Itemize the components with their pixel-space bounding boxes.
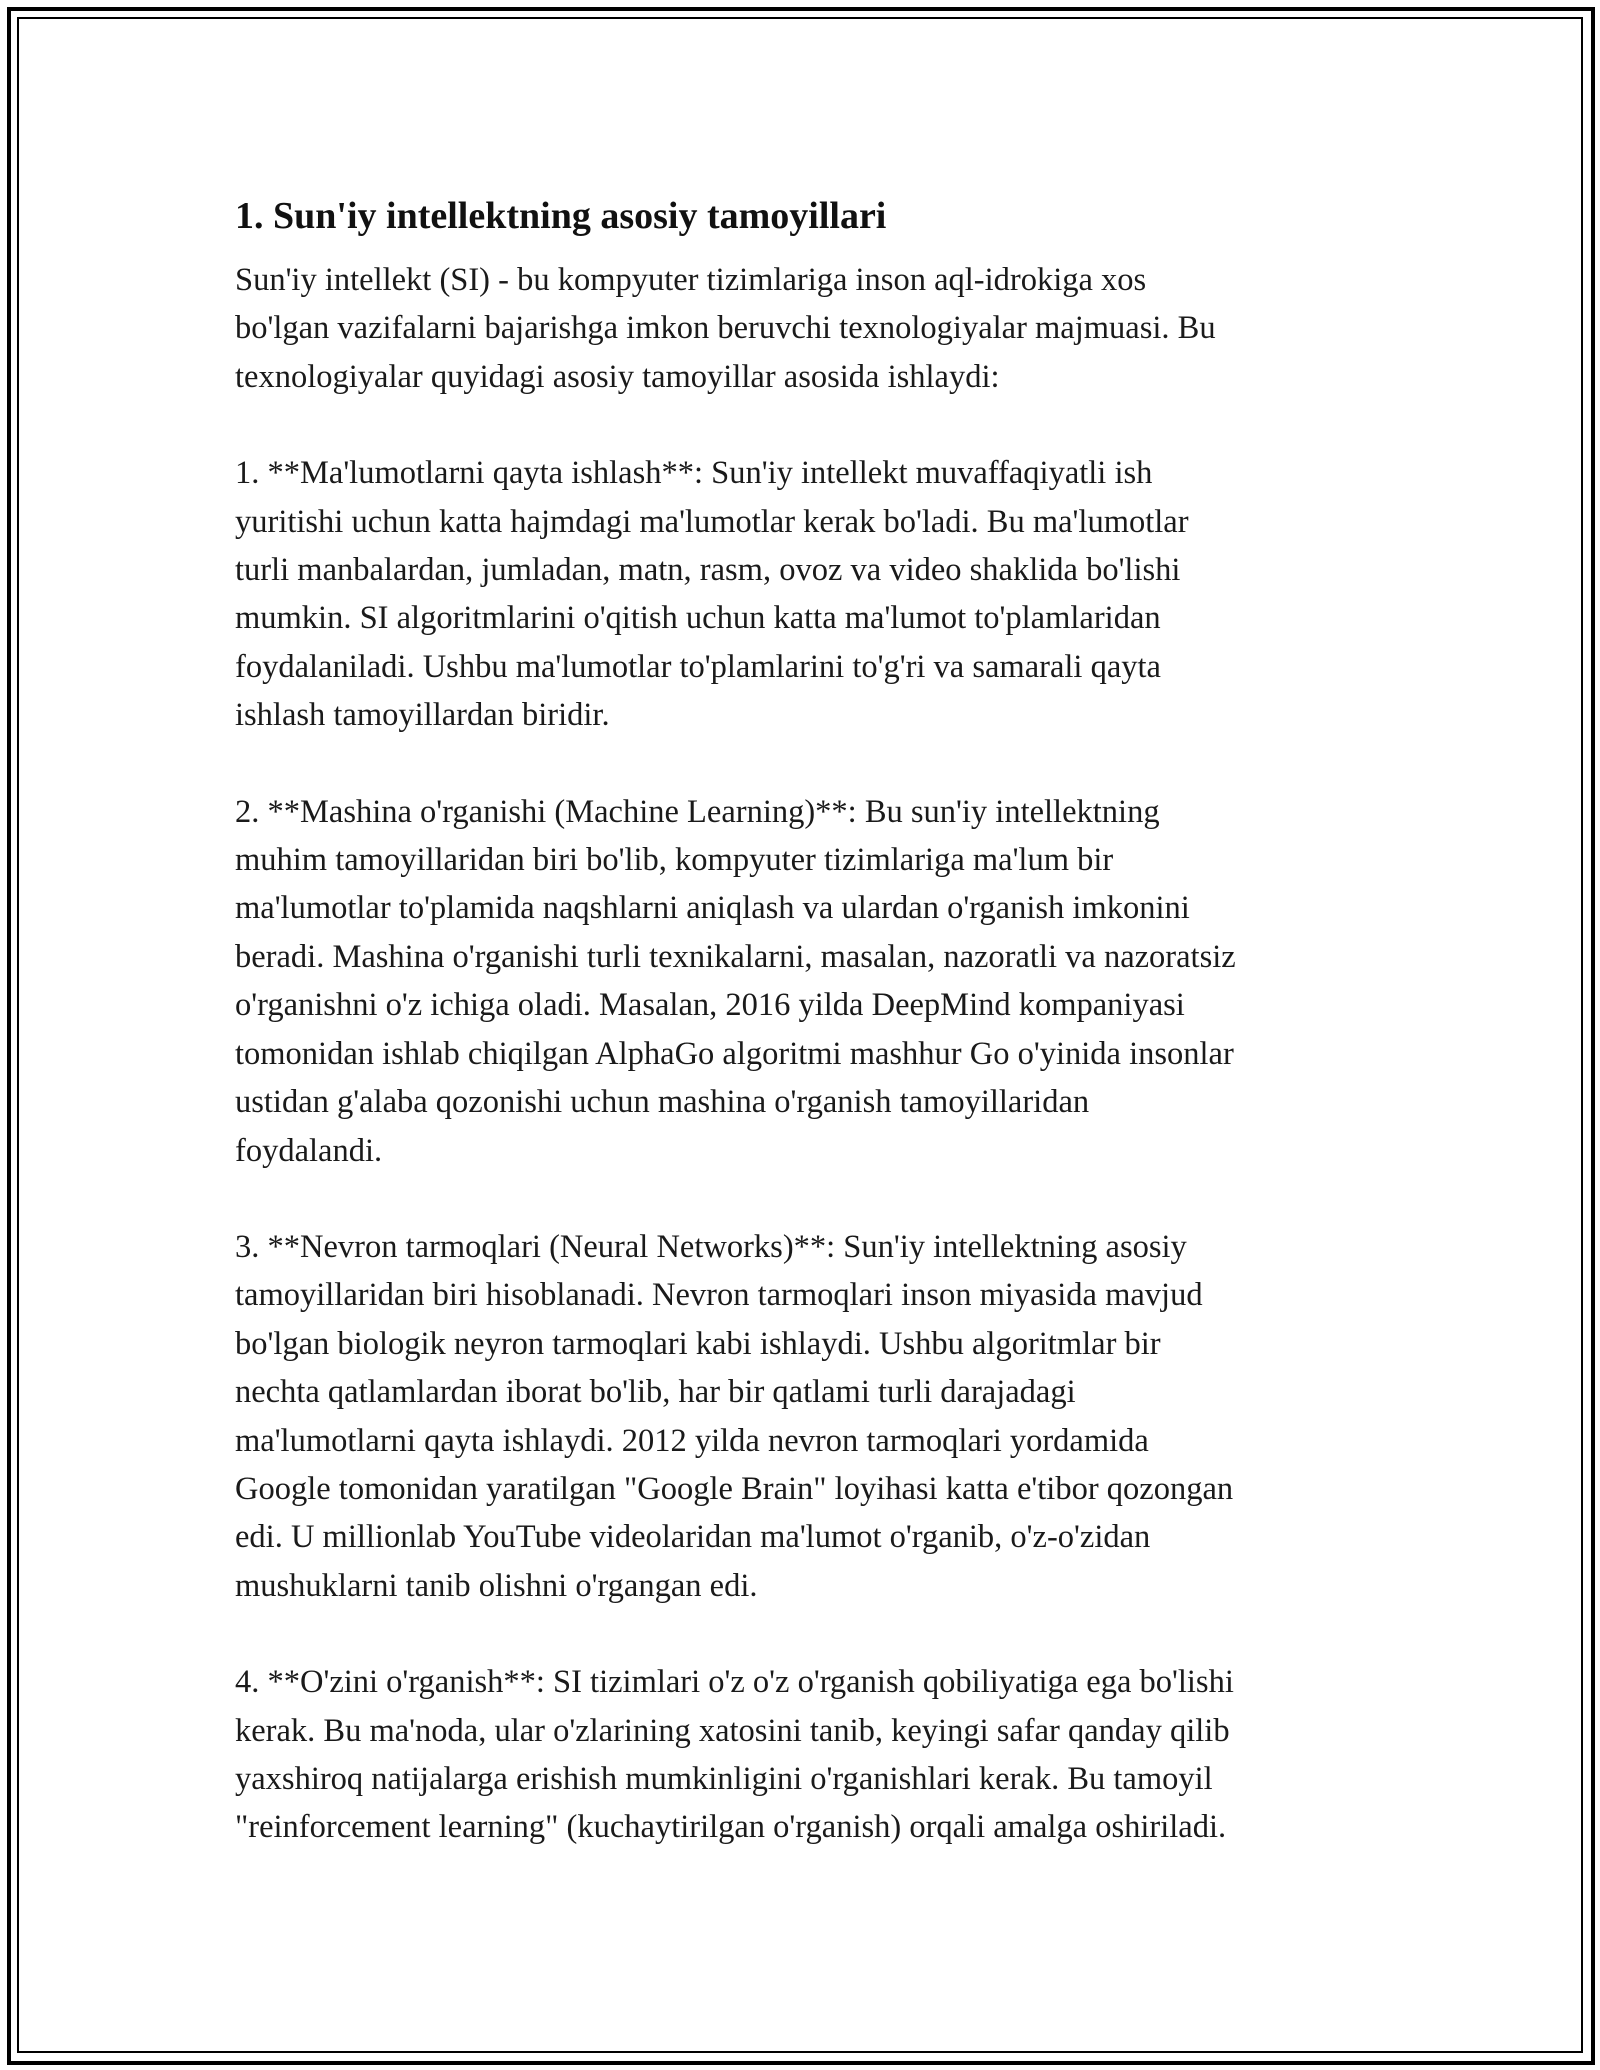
document-body <box>235 188 1375 1900</box>
principle-data-processing: 1. **Ma'lumotlarni qayta ishlash**: Sun'iy intellekt muvaffaqiyatli ish yuritishi uchun katta hajmdagi ma'lumotlar kerak bo'ladi. Bu ma'lumotlar turli manbalardan, jumladan, matn, rasm, ovoz va video shaklida bo'lishi mumkin. SI algoritmlarini o'qitish uchun katta ma'lumot to'plamlaridan foydalaniladi. Ushbu ma'lumotlar to'plamlarini to'g'ri va samarali qayta ishlash tamoyillardan biridir. <box>235 455 1189 734</box>
principle-self-learning: 4. **O'zini o'rganish**: SI tizimlari o'z o'z o'rganish qobiliyatiga ega bo'lishi kerak. Bu ma'noda, ular o'zlarining xatosini tanib, keyingi safar qanday qilib yaxshiroq natijalarga erishish mumkinligini o'rganishlari kerak. Bu tamoyil "reinforcement learning" (kuchaytirilgan o'rganish) orqali amalga oshiriladi. <box>235 1664 1234 1846</box>
section-heading: 1. Sun'iy intellektning asosiy tamoyillari <box>235 195 887 237</box>
principle-machine-learning: 2. **Mashina o'rganishi (Machine Learning)**: Bu sun'iy intellektning muhim tamoyillaridan biri bo'lib, kompyuter tizimlariga ma'lum bir ma'lumotlar to'plamida naqshlarni aniqlash va ulardan o'rganish imkonini beradi. Mashina o'rganishi turli texnikalarni, masalan, nazoratli va nazoratsiz o'rganishni o'z ichiga oladi. Masalan, 2016 yilda DeepMind kompaniyasi tomonidan ishlab chiqilgan AlphaGo algoritmi mashhur Go o'yinida insonlar ustidan g'alaba qozonishi uchun mashina o'rganish tamoyillaridan foydalandi. <box>235 793 1236 1169</box>
intro-paragraph: Sun'iy intellekt (SI) - bu kompyuter tizimlariga inson aql-idrokiga xos bo'lgan vazifalarni bajarishga imkon beruvchi texnologiyalar majmuasi. Bu texnologiyalar quyidagi asosiy tamoyillar asosida ishlaydi: <box>235 262 1216 395</box>
principle-neural-networks: 3. **Nevron tarmoqlari (Neural Networks)**: Sun'iy intellektning asosiy tamoyillaridan biri hisoblanadi. Nevron tarmoqlari inson miyasida mavjud bo'lgan biologik neyron tarmoqlari kabi ishlaydi. Ushbu algoritmlar bir nechta qatlamlardan iborat bo'lib, har bir qatlami turli darajadagi ma'lumotlarni qayta ishlaydi. 2012 yilda nevron tarmoqlari yordamida Google tomonidan yaratilgan "Google Brain" loyihasi katta e'tibor qozongan edi. U millionlab YouTube videolaridan ma'lumot o'rganib, o'z-o'zidan mushuklarni tanib olishni o'rgangan edi. <box>235 1228 1234 1604</box>
